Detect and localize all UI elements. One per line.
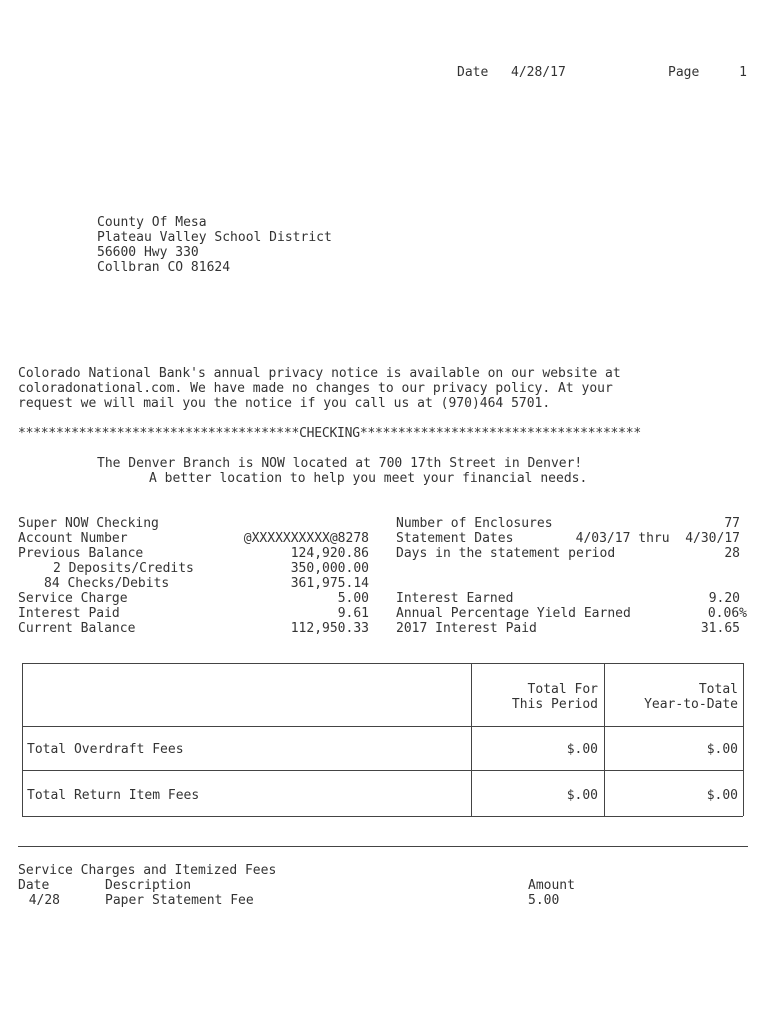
interest-paid-label: Interest Paid	[18, 606, 120, 621]
enclosures-label: Number of Enclosures	[396, 516, 553, 531]
notice-line: coloradonational.com. We have made no changes to our privacy policy. At your	[18, 381, 613, 396]
account-number: @XXXXXXXXXX@8278	[243, 531, 369, 546]
interest-paid: 9.61	[337, 606, 369, 621]
col-header-period: This Period	[511, 697, 598, 712]
fee-label: Total Return Item Fees	[27, 788, 200, 803]
item-date: 4/28	[28, 893, 60, 908]
item-description: Paper Statement Fee	[105, 893, 254, 908]
item-amount: 5.00	[528, 893, 560, 908]
current-balance: 112,950.33	[290, 621, 369, 636]
service-charge-label: Service Charge	[18, 591, 128, 606]
address-line: Plateau Valley School District	[97, 230, 332, 245]
ytd-interest: 31.65	[700, 621, 740, 636]
account-number-label: Account Number	[18, 531, 128, 546]
service-charge: 5.00	[337, 591, 369, 606]
checking-section-banner: *************************************CHECKING*************************************	[18, 426, 641, 441]
statement-dates-label: Statement Dates	[396, 531, 514, 546]
announcement-line: A better location to help you meet your financial needs.	[149, 471, 588, 486]
fee-ytd: $.00	[706, 788, 738, 803]
days-count: 28	[724, 546, 740, 561]
interest-earned: 9.20	[708, 591, 740, 606]
deposits-label: 2 Deposits/Credits	[53, 561, 194, 576]
page-number: 1	[739, 65, 747, 80]
address-line: 56600 Hwy 330	[97, 245, 199, 260]
table-rule	[22, 726, 743, 727]
previous-balance-label: Previous Balance	[18, 546, 144, 561]
col-header-amount: Amount	[528, 878, 575, 893]
checks-label: 84 Checks/Debits	[44, 576, 170, 591]
table-rule	[22, 816, 743, 817]
statement-dates: 4/03/17 thru 4/30/17	[575, 531, 740, 546]
deposits-total: 350,000.00	[290, 561, 369, 576]
previous-balance: 124,920.86	[290, 546, 369, 561]
notice-line: Colorado National Bank's annual privacy notice is available on our website at	[18, 366, 621, 381]
interest-earned-label: Interest Earned	[396, 591, 514, 606]
ytd-interest-label: 2017 Interest Paid	[396, 621, 537, 636]
fee-label: Total Overdraft Fees	[27, 742, 184, 757]
fee-period: $.00	[566, 742, 598, 757]
col-header-date: Date	[18, 878, 50, 893]
product-name: Super NOW Checking	[18, 516, 159, 531]
col-header-description: Description	[105, 878, 192, 893]
days-label: Days in the statement period	[396, 546, 616, 561]
current-balance-label: Current Balance	[18, 621, 136, 636]
col-header-ytd: Total	[698, 682, 738, 697]
table-rule	[22, 663, 743, 664]
address-line: Collbran CO 81624	[97, 260, 231, 275]
itemized-title: Service Charges and Itemized Fees	[18, 863, 277, 878]
notice-line: request we will mail you the notice if you call us at (970)464 5701.	[18, 396, 551, 411]
statement-date: 4/28/17	[511, 65, 566, 80]
fee-ytd: $.00	[706, 742, 738, 757]
apy-label: Annual Percentage Yield Earned	[396, 606, 631, 621]
apy-value: 0.06%	[707, 606, 747, 621]
page-label: Page	[668, 65, 700, 80]
col-header-period: Total For	[527, 682, 598, 697]
section-divider	[18, 846, 748, 847]
date-label: Date	[457, 65, 489, 80]
table-rule	[471, 663, 472, 816]
table-rule	[22, 770, 743, 771]
announcement-line: The Denver Branch is NOW located at 700 17th Street in Denver!	[97, 456, 583, 471]
address-line: County Of Mesa	[97, 215, 207, 230]
enclosures-count: 77	[724, 516, 740, 531]
table-rule	[604, 663, 605, 816]
fee-period: $.00	[566, 788, 598, 803]
col-header-ytd: Year-to-Date	[644, 697, 738, 712]
checks-total: 361,975.14	[290, 576, 369, 591]
table-rule	[22, 663, 23, 816]
table-rule	[743, 663, 744, 816]
